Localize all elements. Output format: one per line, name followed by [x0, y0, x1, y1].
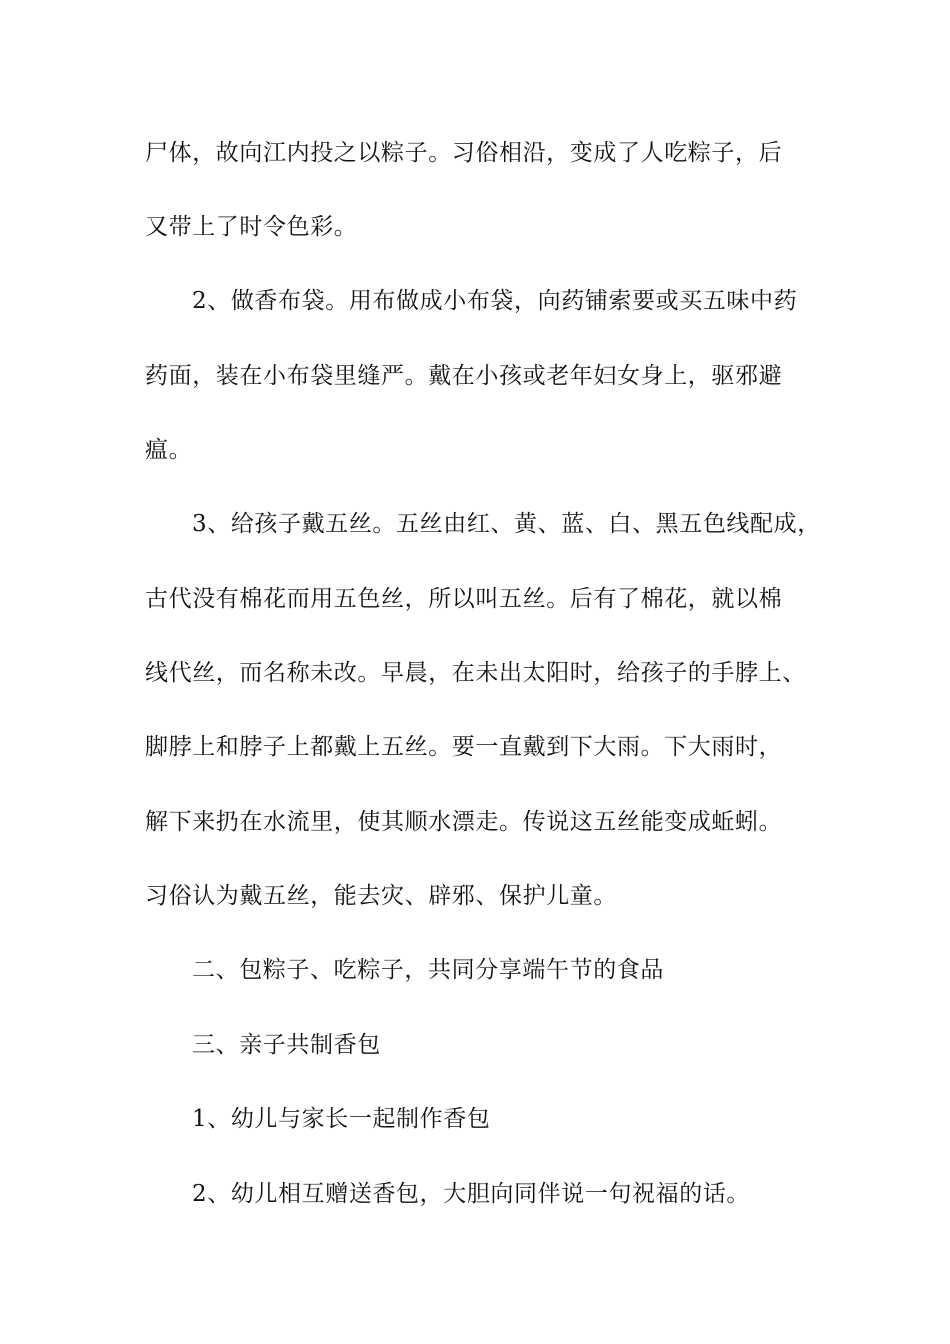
- section-heading: 二、包粽子、吃粽子，共同分享端午节的食品: [192, 957, 664, 983]
- paragraph-line: 药面，装在小布袋里缝严。戴在小孩或老年妇女身上，驱邪避: [145, 363, 783, 389]
- paragraph-line: 解下来扔在水流里，使其顺水漂走。传说这五丝能变成蚯蚓。: [145, 809, 783, 835]
- paragraph-line: 2、做香布袋。用布做成小布袋，向药铺索要或买五味中药: [192, 288, 798, 314]
- paragraph-line: 又带上了时令色彩。: [145, 214, 358, 240]
- paragraph-line: 尸体，故向江内投之以粽子。习俗相沿，变成了人吃粽子，后: [145, 140, 783, 166]
- paragraph-line: 古代没有棉花而用五色丝，所以叫五丝。后有了棉花，就以棉: [145, 586, 783, 612]
- list-item: 2、幼儿相互赠送香包，大胆向同伴说一句祝福的话。: [192, 1181, 751, 1207]
- paragraph-line: 瘟。: [145, 437, 193, 463]
- section-heading: 三、亲子共制香包: [192, 1032, 381, 1058]
- paragraph-line: 习俗认为戴五丝，能去灾、辟邪、保护儿童。: [145, 883, 617, 909]
- list-item: 1、幼儿与家长一起制作香包: [192, 1106, 491, 1132]
- paragraph-line: 脚脖上和脖子上都戴上五丝。要一直戴到下大雨。下大雨时，: [145, 734, 783, 760]
- paragraph-line: 3、给孩子戴五丝。五丝由红、黄、蓝、白、黑五色线配成，: [192, 511, 821, 537]
- paragraph-line: 线代丝，而名称未改。早晨，在未出太阳时，给孩子的手脖上、: [145, 660, 806, 686]
